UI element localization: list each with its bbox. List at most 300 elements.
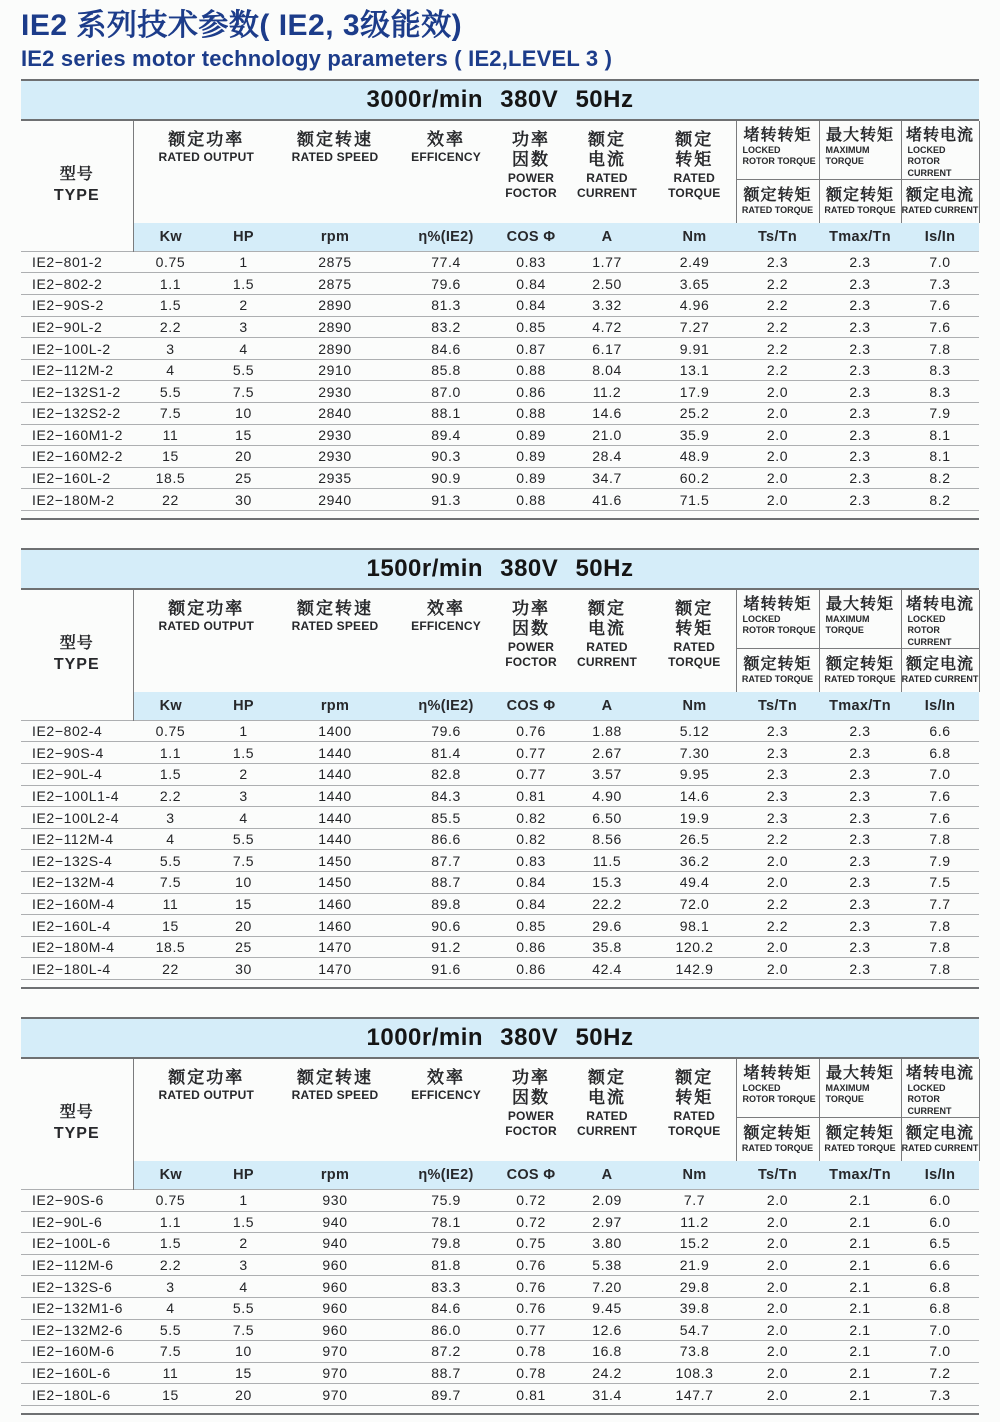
- table-row: [21, 828, 979, 850]
- value-cell: 0.76: [501, 1297, 561, 1319]
- value-cell: 79.8: [391, 1233, 501, 1255]
- subheader-rated-torque-1: 额定转矩 RATED TORQUE: [736, 648, 819, 692]
- value-cell: 2.1: [819, 1254, 901, 1276]
- value-cell: 11.2: [561, 381, 653, 403]
- value-cell: 2: [208, 1233, 279, 1255]
- value-cell: 84.6: [391, 338, 501, 360]
- value-cell: 1.5: [208, 1211, 279, 1233]
- header-rated-torque: 额定 转矩 RATED TORQUE: [668, 598, 721, 669]
- unit-efficiency: η%(IE2): [391, 692, 501, 720]
- value-cell: 91.2: [391, 936, 501, 958]
- header-rated-current: 额定 电流 RATED CURRENT: [576, 1068, 638, 1138]
- value-cell: 7.0: [901, 1341, 979, 1363]
- header-rated-output: 额定功率 RATED OUTPUT: [158, 598, 255, 634]
- model-cell: IE2−132M1-6: [21, 1297, 133, 1319]
- value-cell: 17.9: [653, 381, 736, 403]
- value-cell: 2.3: [819, 467, 901, 489]
- value-cell: 0.75: [501, 1233, 561, 1255]
- value-cell: 8.56: [561, 828, 653, 850]
- model-cell: IE2−802-2: [21, 273, 133, 295]
- value-cell: 86.6: [391, 828, 501, 850]
- value-cell: 4: [133, 828, 208, 850]
- value-cell: 7.9: [901, 402, 979, 424]
- value-cell: 3.65: [653, 273, 736, 295]
- value-cell: 960: [279, 1297, 391, 1319]
- value-cell: 960: [279, 1254, 391, 1276]
- value-cell: 4: [208, 338, 279, 360]
- value-cell: 1.1: [133, 1211, 208, 1233]
- section-banner-text: 1500r/min 380V 50Hz: [366, 554, 634, 582]
- unit-ts-tn: Ts/Tn: [736, 1161, 819, 1189]
- value-cell: 10: [208, 1341, 279, 1363]
- spec-section: [21, 79, 979, 520]
- subheader-rated-torque-2: 额定转矩 RATED TORQUE: [819, 648, 901, 692]
- value-cell: 2910: [279, 359, 391, 381]
- header-locked-rotor-current: 堵转电流 LOCKED ROTOR CURRENT: [901, 590, 979, 648]
- value-cell: 8.04: [561, 359, 653, 381]
- value-cell: 60.2: [653, 467, 736, 489]
- value-cell: 0.77: [501, 1319, 561, 1341]
- value-cell: 81.3: [391, 295, 501, 317]
- unit-tmax-tn: Tmax/Tn: [819, 1161, 901, 1189]
- value-cell: 7.5: [208, 850, 279, 872]
- value-cell: 0.78: [501, 1362, 561, 1384]
- value-cell: 54.7: [653, 1319, 736, 1341]
- table-row: [21, 1254, 979, 1276]
- value-cell: 36.2: [653, 850, 736, 872]
- value-cell: 2.0: [736, 958, 819, 980]
- model-cell: IE2−132M-4: [21, 872, 133, 894]
- header-rated-torque: 额定 转矩 RATED TORQUE: [668, 1068, 721, 1138]
- table-row: [21, 251, 979, 273]
- value-cell: 6.50: [561, 807, 653, 829]
- value-cell: 0.77: [501, 742, 561, 764]
- value-cell: 3: [133, 1276, 208, 1298]
- value-cell: 2.0: [736, 1276, 819, 1298]
- value-cell: 2.09: [561, 1189, 653, 1211]
- unit-nm: Nm: [653, 223, 736, 251]
- value-cell: 7.8: [901, 828, 979, 850]
- model-cell: IE2−801-2: [21, 251, 133, 273]
- header-locked-rotor-current: 堵转电流 LOCKED ROTOR CURRENT: [901, 121, 979, 179]
- table-row: [21, 1297, 979, 1319]
- value-cell: 0.72: [501, 1189, 561, 1211]
- value-cell: 2.0: [736, 1189, 819, 1211]
- value-cell: 3: [133, 807, 208, 829]
- header-locked-rotor-torque: 堵转转矩 LOCKED ROTOR TORQUE: [736, 121, 819, 179]
- value-cell: 11.2: [653, 1211, 736, 1233]
- spec-table: [21, 590, 980, 980]
- value-cell: 15.2: [653, 1233, 736, 1255]
- units-row: [21, 692, 979, 720]
- value-cell: 15: [133, 1384, 208, 1406]
- value-cell: 85.8: [391, 359, 501, 381]
- value-cell: 2: [208, 295, 279, 317]
- table-row: [21, 850, 979, 872]
- value-cell: 4: [208, 1276, 279, 1298]
- value-cell: 82.8: [391, 764, 501, 786]
- model-cell: IE2−132S-4: [21, 850, 133, 872]
- value-cell: 7.3: [901, 273, 979, 295]
- model-cell: IE2−90S-4: [21, 742, 133, 764]
- value-cell: 2.3: [736, 764, 819, 786]
- model-cell: IE2−160L-2: [21, 467, 133, 489]
- value-cell: 91.6: [391, 958, 501, 980]
- units-row: [21, 1161, 979, 1189]
- header-rated-current: 额定 电流 RATED CURRENT: [576, 598, 638, 669]
- type-label-cn: 型号: [59, 166, 94, 184]
- value-cell: 2.0: [736, 1384, 819, 1406]
- value-cell: 7.30: [653, 742, 736, 764]
- table-body: [21, 1189, 979, 1405]
- value-cell: 1.77: [561, 251, 653, 273]
- table-body: [21, 720, 979, 979]
- value-cell: 22.2: [561, 893, 653, 915]
- value-cell: 7.0: [901, 1319, 979, 1341]
- header-rated-current: 额定 电流 RATED CURRENT: [576, 129, 638, 200]
- value-cell: 4.72: [561, 316, 653, 338]
- model-cell: IE2−160L-6: [21, 1362, 133, 1384]
- value-cell: 1470: [279, 958, 391, 980]
- value-cell: 0.89: [501, 424, 561, 446]
- units-row: [21, 223, 979, 251]
- value-cell: 15: [208, 424, 279, 446]
- value-cell: 2.2: [133, 316, 208, 338]
- value-cell: 87.2: [391, 1341, 501, 1363]
- value-cell: 0.76: [501, 1254, 561, 1276]
- unit-tmax-tn: Tmax/Tn: [819, 692, 901, 720]
- value-cell: 1440: [279, 807, 391, 829]
- type-header-cell: [21, 1059, 133, 1189]
- value-cell: 89.8: [391, 893, 501, 915]
- value-cell: 2.0: [736, 1362, 819, 1384]
- value-cell: 2890: [279, 316, 391, 338]
- table-row: [21, 1384, 979, 1406]
- table-row: [21, 1319, 979, 1341]
- value-cell: 0.88: [501, 359, 561, 381]
- header-power-factor: 功率 因数 POWER FOCTOR: [505, 1068, 557, 1138]
- header-maximum-torque: 最大转矩 MAXIMUM TORQUE: [819, 590, 901, 648]
- value-cell: 2.2: [736, 828, 819, 850]
- unit-ampere: A: [561, 692, 653, 720]
- unit-cos-phi: COS Φ: [501, 223, 561, 251]
- value-cell: 2930: [279, 381, 391, 403]
- value-cell: 1440: [279, 764, 391, 786]
- value-cell: 1470: [279, 936, 391, 958]
- section-banner-text: 1000r/min 380V 50Hz: [366, 1024, 634, 1052]
- sections-container: [21, 79, 979, 1415]
- value-cell: 41.6: [561, 489, 653, 511]
- model-cell: IE2−90L-4: [21, 764, 133, 786]
- value-cell: 22: [133, 958, 208, 980]
- value-cell: 2.2: [736, 316, 819, 338]
- value-cell: 87.0: [391, 381, 501, 403]
- value-cell: 7.6: [901, 295, 979, 317]
- value-cell: 5.5: [133, 381, 208, 403]
- value-cell: 88.1: [391, 402, 501, 424]
- value-cell: 35.9: [653, 424, 736, 446]
- model-cell: IE2−100L2-4: [21, 807, 133, 829]
- value-cell: 72.0: [653, 893, 736, 915]
- value-cell: 6.8: [901, 1297, 979, 1319]
- table-row: [21, 807, 979, 829]
- header-power-factor: 功率 因数 POWER FOCTOR: [505, 129, 557, 200]
- value-cell: 6.6: [901, 1254, 979, 1276]
- value-cell: 1.5: [133, 764, 208, 786]
- value-cell: 26.5: [653, 828, 736, 850]
- table-row: [21, 338, 979, 360]
- value-cell: 0.72: [501, 1211, 561, 1233]
- value-cell: 0.78: [501, 1341, 561, 1363]
- value-cell: 0.85: [501, 316, 561, 338]
- header-efficiency: 效率 EFFICENCY: [411, 598, 481, 634]
- value-cell: 3: [133, 338, 208, 360]
- value-cell: 2930: [279, 446, 391, 468]
- table-body: [21, 251, 979, 510]
- header-efficiency: 效率 EFFICENCY: [411, 1068, 481, 1103]
- unit-hp: HP: [208, 223, 279, 251]
- value-cell: 1460: [279, 915, 391, 937]
- value-cell: 7.20: [561, 1276, 653, 1298]
- value-cell: 10: [208, 402, 279, 424]
- value-cell: 0.84: [501, 872, 561, 894]
- subheader-rated-current: 额定电流 RATED CURRENT: [901, 648, 979, 692]
- table-row: [21, 720, 979, 742]
- value-cell: 2.3: [819, 893, 901, 915]
- model-cell: IE2−100L1-4: [21, 785, 133, 807]
- value-cell: 15: [133, 915, 208, 937]
- unit-cos-phi: COS Φ: [501, 692, 561, 720]
- value-cell: 2.50: [561, 273, 653, 295]
- value-cell: 0.82: [501, 828, 561, 850]
- value-cell: 73.8: [653, 1341, 736, 1363]
- value-cell: 7.0: [901, 764, 979, 786]
- value-cell: 3.32: [561, 295, 653, 317]
- table-row: [21, 764, 979, 786]
- value-cell: 25: [208, 936, 279, 958]
- value-cell: 0.75: [133, 251, 208, 273]
- page-title: IE2 系列技术参数( IE2, 3级能效): [21, 9, 463, 42]
- model-cell: IE2−100L-2: [21, 338, 133, 360]
- value-cell: 7.8: [901, 338, 979, 360]
- value-cell: 2890: [279, 338, 391, 360]
- subheader-rated-torque-1: 额定转矩 RATED TORQUE: [736, 179, 819, 223]
- value-cell: 2.3: [736, 720, 819, 742]
- value-cell: 1440: [279, 828, 391, 850]
- value-cell: 2.3: [819, 872, 901, 894]
- value-cell: 2.3: [736, 742, 819, 764]
- value-cell: 13.1: [653, 359, 736, 381]
- section-bottom-rule: [21, 1406, 979, 1415]
- value-cell: 35.8: [561, 936, 653, 958]
- value-cell: 1.1: [133, 273, 208, 295]
- model-cell: IE2−180M-2: [21, 489, 133, 511]
- value-cell: 9.91: [653, 338, 736, 360]
- page-subtitle: IE2 series motor technology parameters ( IE2,LEVEL 3 ): [21, 45, 613, 71]
- value-cell: 0.76: [501, 720, 561, 742]
- value-cell: 48.9: [653, 446, 736, 468]
- section-banner: [21, 548, 979, 590]
- value-cell: 2.1: [819, 1276, 901, 1298]
- value-cell: 84.6: [391, 1297, 501, 1319]
- value-cell: 21.0: [561, 424, 653, 446]
- table-row: [21, 1189, 979, 1211]
- table-row: [21, 893, 979, 915]
- value-cell: 6.8: [901, 1276, 979, 1298]
- model-cell: IE2−160M-6: [21, 1341, 133, 1363]
- value-cell: 81.8: [391, 1254, 501, 1276]
- value-cell: 90.3: [391, 446, 501, 468]
- model-cell: IE2−802-4: [21, 720, 133, 742]
- value-cell: 79.6: [391, 720, 501, 742]
- value-cell: 9.45: [561, 1297, 653, 1319]
- value-cell: 2940: [279, 489, 391, 511]
- value-cell: 2.2: [736, 915, 819, 937]
- model-cell: IE2−112M-2: [21, 359, 133, 381]
- model-cell: IE2−160M2-2: [21, 446, 133, 468]
- unit-is-in: Is/In: [901, 1161, 979, 1189]
- model-cell: IE2−90L-6: [21, 1211, 133, 1233]
- value-cell: 2.0: [736, 1341, 819, 1363]
- value-cell: 960: [279, 1319, 391, 1341]
- value-cell: 89.7: [391, 1384, 501, 1406]
- value-cell: 7.8: [901, 958, 979, 980]
- value-cell: 970: [279, 1362, 391, 1384]
- value-cell: 7.5: [208, 381, 279, 403]
- value-cell: 11: [133, 424, 208, 446]
- table-row: [21, 1341, 979, 1363]
- table-row: [21, 742, 979, 764]
- value-cell: 2.1: [819, 1233, 901, 1255]
- value-cell: 0.86: [501, 936, 561, 958]
- value-cell: 89.4: [391, 424, 501, 446]
- value-cell: 11.5: [561, 850, 653, 872]
- value-cell: 30: [208, 489, 279, 511]
- value-cell: 75.9: [391, 1189, 501, 1211]
- value-cell: 2.3: [819, 936, 901, 958]
- model-cell: IE2−180M-4: [21, 936, 133, 958]
- subheader-rated-torque-2: 额定转矩 RATED TORQUE: [819, 1117, 901, 1161]
- table-row: [21, 467, 979, 489]
- value-cell: 2.49: [653, 251, 736, 273]
- value-cell: 20: [208, 446, 279, 468]
- header-locked-rotor-current: 堵转电流 LOCKED ROTOR CURRENT: [901, 1059, 979, 1117]
- value-cell: 5.38: [561, 1254, 653, 1276]
- value-cell: 4: [208, 807, 279, 829]
- header-locked-rotor-torque: 堵转转矩 LOCKED ROTOR TORQUE: [736, 1059, 819, 1117]
- value-cell: 79.6: [391, 273, 501, 295]
- table-row: [21, 1276, 979, 1298]
- value-cell: 4: [133, 359, 208, 381]
- table-row: [21, 489, 979, 511]
- value-cell: 3: [208, 785, 279, 807]
- value-cell: 2.3: [819, 295, 901, 317]
- value-cell: 3.57: [561, 764, 653, 786]
- model-cell: IE2−90L-2: [21, 316, 133, 338]
- value-cell: 8.1: [901, 446, 979, 468]
- value-cell: 5.5: [133, 850, 208, 872]
- value-cell: 42.4: [561, 958, 653, 980]
- value-cell: 0.75: [133, 1189, 208, 1211]
- value-cell: 7.6: [901, 807, 979, 829]
- value-cell: 6.8: [901, 742, 979, 764]
- table-row: [21, 316, 979, 338]
- value-cell: 2.0: [736, 936, 819, 958]
- unit-tmax-tn: Tmax/Tn: [819, 223, 901, 251]
- value-cell: 2.0: [736, 489, 819, 511]
- value-cell: 29.6: [561, 915, 653, 937]
- model-cell: IE2−160M1-2: [21, 424, 133, 446]
- value-cell: 49.4: [653, 872, 736, 894]
- value-cell: 84.3: [391, 785, 501, 807]
- value-cell: 7.5: [133, 1341, 208, 1363]
- value-cell: 7.8: [901, 936, 979, 958]
- value-cell: 3: [208, 1254, 279, 1276]
- value-cell: 98.1: [653, 915, 736, 937]
- model-cell: IE2−180L-6: [21, 1384, 133, 1406]
- value-cell: 1.5: [208, 273, 279, 295]
- unit-nm: Nm: [653, 1161, 736, 1189]
- unit-nm: Nm: [653, 692, 736, 720]
- value-cell: 2.1: [819, 1189, 901, 1211]
- type-label-en: TYPE: [53, 655, 100, 673]
- value-cell: 940: [279, 1211, 391, 1233]
- value-cell: 7.6: [901, 316, 979, 338]
- value-cell: 24.2: [561, 1362, 653, 1384]
- value-cell: 20: [208, 1384, 279, 1406]
- value-cell: 83.3: [391, 1276, 501, 1298]
- unit-rpm: rpm: [279, 692, 391, 720]
- value-cell: 2.3: [819, 764, 901, 786]
- value-cell: 11: [133, 893, 208, 915]
- value-cell: 91.3: [391, 489, 501, 511]
- header-rated-torque: 额定 转矩 RATED TORQUE: [668, 129, 721, 200]
- unit-is-in: Is/In: [901, 692, 979, 720]
- value-cell: 2.3: [736, 251, 819, 273]
- header-rated-speed: 额定转速 RATED SPEED: [291, 598, 379, 634]
- value-cell: 2935: [279, 467, 391, 489]
- model-cell: IE2−160M-4: [21, 893, 133, 915]
- value-cell: 1: [208, 251, 279, 273]
- header-maximum-torque: 最大转矩 MAXIMUM TORQUE: [819, 121, 901, 179]
- value-cell: 142.9: [653, 958, 736, 980]
- value-cell: 20: [208, 915, 279, 937]
- value-cell: 0.82: [501, 807, 561, 829]
- value-cell: 2.3: [819, 446, 901, 468]
- value-cell: 2.0: [736, 1319, 819, 1341]
- value-cell: 1460: [279, 893, 391, 915]
- value-cell: 2.2: [736, 338, 819, 360]
- header-efficiency: 效率 EFFICENCY: [411, 129, 481, 165]
- value-cell: 7.7: [653, 1189, 736, 1211]
- type-header-cell: [21, 121, 133, 251]
- subheader-rated-torque-2: 额定转矩 RATED TORQUE: [819, 179, 901, 223]
- model-cell: IE2−132M2-6: [21, 1319, 133, 1341]
- unit-ts-tn: Ts/Tn: [736, 692, 819, 720]
- value-cell: 81.4: [391, 742, 501, 764]
- value-cell: 14.6: [653, 785, 736, 807]
- value-cell: 6.6: [901, 720, 979, 742]
- value-cell: 2.0: [736, 402, 819, 424]
- value-cell: 970: [279, 1384, 391, 1406]
- value-cell: 2.0: [736, 1233, 819, 1255]
- value-cell: 7.2: [901, 1362, 979, 1384]
- model-cell: IE2−132S1-2: [21, 381, 133, 403]
- value-cell: 2.3: [819, 807, 901, 829]
- model-cell: IE2−180L-4: [21, 958, 133, 980]
- value-cell: 21.9: [653, 1254, 736, 1276]
- value-cell: 960: [279, 1276, 391, 1298]
